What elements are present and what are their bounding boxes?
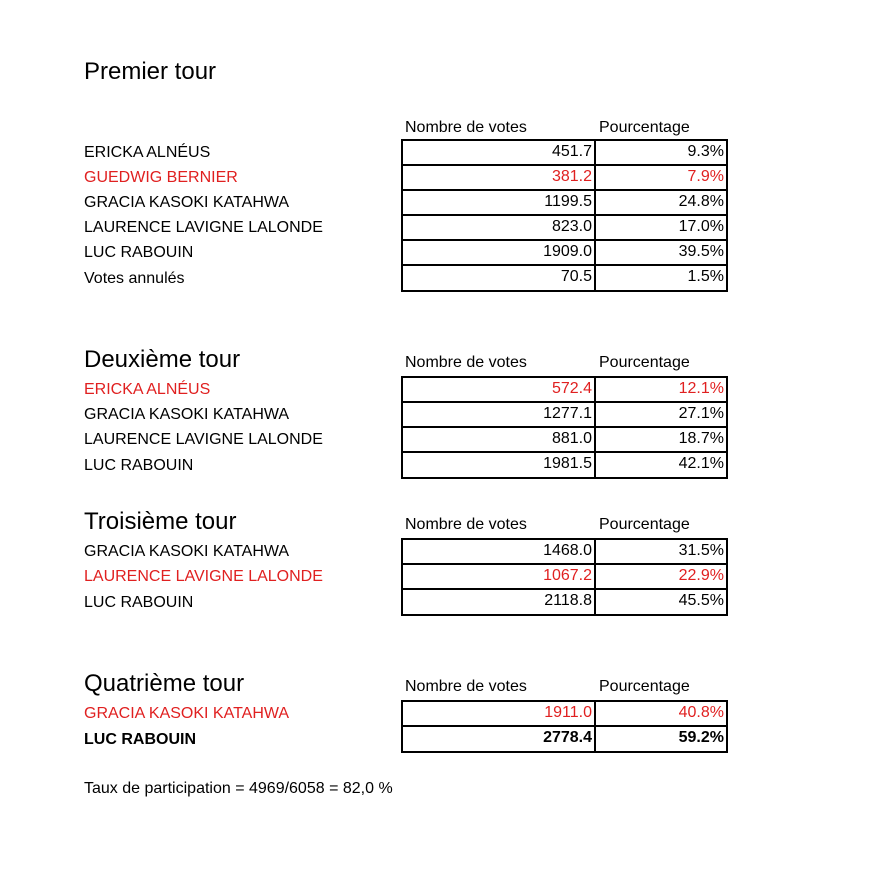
round-1-row-3-name: GRACIA KASOKI KATAHWA	[84, 194, 290, 211]
round-1-title: Premier tour	[84, 58, 217, 85]
round-4-percent-header: Pourcentage	[599, 678, 690, 695]
round-3-row-2-votes: 1067.2	[401, 563, 596, 590]
round-1-row-2-percent: 7.9%	[594, 164, 728, 191]
round-3-row-1-votes: 1468.0	[401, 538, 596, 565]
round-1-row-6-name: Votes annulés	[84, 270, 185, 287]
round-1-row-1-votes: 451.7	[401, 139, 596, 166]
round-1-row-5-percent: 39.5%	[594, 239, 728, 266]
round-4-row-1-votes: 1911.0	[401, 700, 596, 727]
round-4-row-2-votes: 2778.4	[401, 725, 596, 753]
round-1-row-4-name: LAURENCE LAVIGNE LALONDE	[84, 219, 323, 236]
round-2-row-2-name: GRACIA KASOKI KATAHWA	[84, 406, 290, 423]
round-4-row-2-name: LUC RABOUIN	[84, 731, 196, 748]
round-3-row-2-percent: 22.9%	[594, 563, 728, 590]
participation-rate: Taux de participation = 4969/6058 = 82,0 %	[84, 780, 393, 797]
round-2-row-2-votes: 1277.1	[401, 401, 596, 428]
round-3-row-3-percent: 45.5%	[594, 588, 728, 616]
round-2-row-3-name: LAURENCE LAVIGNE LALONDE	[84, 431, 323, 448]
round-4-row-1-name: GRACIA KASOKI KATAHWA	[84, 705, 290, 722]
round-1-row-6-votes: 70.5	[401, 264, 596, 292]
round-2-row-2-percent: 27.1%	[594, 401, 728, 428]
round-1-row-4-percent: 17.0%	[594, 214, 728, 241]
round-1-row-2-votes: 381.2	[401, 164, 596, 191]
round-3-row-2-name: LAURENCE LAVIGNE LALONDE	[84, 568, 323, 585]
round-1-percent-header: Pourcentage	[599, 119, 690, 136]
round-3-votes-header: Nombre de votes	[405, 516, 527, 533]
round-2-row-3-percent: 18.7%	[594, 426, 728, 453]
round-2-row-4-percent: 42.1%	[594, 451, 728, 479]
round-2-row-3-votes: 881.0	[401, 426, 596, 453]
round-1-row-4-votes: 823.0	[401, 214, 596, 241]
round-4-row-2-percent: 59.2%	[594, 725, 728, 753]
round-4-votes-header: Nombre de votes	[405, 678, 527, 695]
round-1-row-3-votes: 1199.5	[401, 189, 596, 216]
round-1-row-6-percent: 1.5%	[594, 264, 728, 292]
round-2-percent-header: Pourcentage	[599, 354, 690, 371]
round-2-row-4-votes: 1981.5	[401, 451, 596, 479]
round-3-row-1-percent: 31.5%	[594, 538, 728, 565]
round-1-row-1-percent: 9.3%	[594, 139, 728, 166]
round-1-row-5-votes: 1909.0	[401, 239, 596, 266]
round-2-row-1-votes: 572.4	[401, 376, 596, 403]
round-2-row-1-percent: 12.1%	[594, 376, 728, 403]
round-3-row-1-name: GRACIA KASOKI KATAHWA	[84, 543, 290, 560]
round-1-row-5-name: LUC RABOUIN	[84, 244, 194, 261]
round-1-row-1-name: ERICKA ALNÉUS	[84, 144, 211, 161]
round-2-row-4-name: LUC RABOUIN	[84, 457, 194, 474]
round-4-row-1-percent: 40.8%	[594, 700, 728, 727]
round-3-percent-header: Pourcentage	[599, 516, 690, 533]
round-1-row-2-name: GUEDWIG BERNIER	[84, 169, 238, 186]
round-2-title: Deuxième tour	[84, 346, 241, 373]
round-3-row-3-votes: 2118.8	[401, 588, 596, 616]
round-2-row-1-name: ERICKA ALNÉUS	[84, 381, 211, 398]
round-1-votes-header: Nombre de votes	[405, 119, 527, 136]
round-1-row-3-percent: 24.8%	[594, 189, 728, 216]
round-4-title: Quatrième tour	[84, 670, 245, 697]
round-3-row-3-name: LUC RABOUIN	[84, 594, 194, 611]
round-2-votes-header: Nombre de votes	[405, 354, 527, 371]
round-3-title: Troisième tour	[84, 508, 237, 535]
